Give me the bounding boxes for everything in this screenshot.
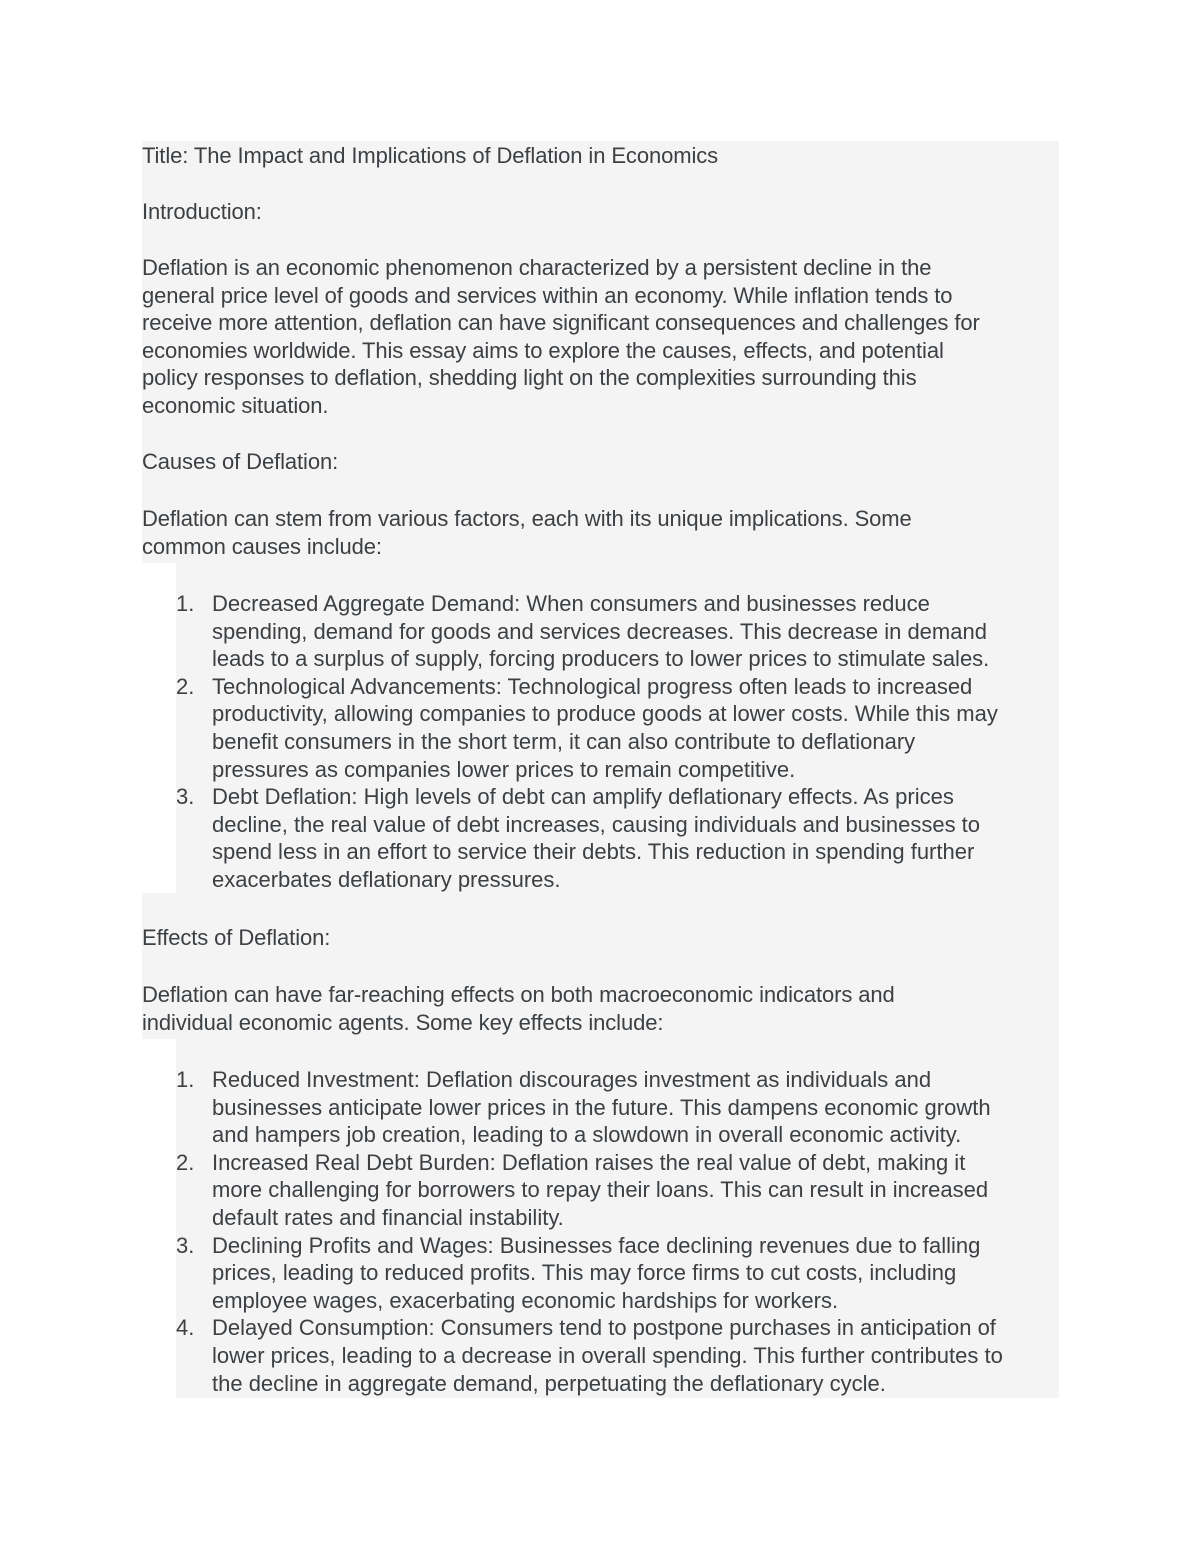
list-item-number: 3. [176,784,195,810]
causes-list [142,590,1062,894]
list-item-text: Declining Profits and Wages: Businesses face declining revenues due to falling prices, leading to reduced profits. This may force firms to cut costs, including employee wages, exacerbating economic hardships for workers. [212,1232,981,1313]
list-item-text: Debt Deflation: High levels of debt can amplify deflationary effects. As prices decline, the real value of debt increases, causing individuals and businesses to spend less in an effort to service their debts. This reduction in spending further exacerbates deflationary pressures. [212,784,981,892]
intro-paragraph-line: receive more attention, deflation can have significant consequences and challenges for [142,310,980,335]
intro-paragraph-line: economic situation. [142,393,329,418]
intro-paragraph-line: Deflation is an economic phenomenon characterized by a persistent decline in the [142,255,932,280]
list-item-text: Increased Real Debt Burden: Deflation raises the real value of debt, making it more challenging for borrowers to repay their loans. This can result in increased default rates and financial instability. [212,1149,989,1230]
list-item-number: 1. [176,591,195,616]
list-item-text: Reduced Investment: Deflation discourages investment as individuals and businesses anticipate lower prices in the future. This dampens economic growth and hampers job creation, leading to a slowdown in overall economic activity. [212,1067,991,1148]
list-item [142,1314,1062,1397]
list-item [142,1232,1062,1315]
causes-intro-line: Deflation can stem from various factors, each with its unique implications. Some [142,506,912,531]
list-item [142,1066,1062,1149]
document-title: Title: The Impact and Implications of Deflation in Economics [142,143,719,168]
list-item [142,673,1062,783]
list-item-text: Delayed Consumption: Consumers tend to postpone purchases in anticipation of lower prices, leading to a decrease in overall spending. This further contributes to the decline in aggregate demand, perpetuating the deflationary cycle. [212,1315,1003,1396]
list-item-text: Decreased Aggregate Demand: When consumers and businesses reduce spending, demand for goods and services decreases. This decrease in demand leads to a surplus of supply, forcing producers to lower prices to stimulate sales. [212,591,990,672]
intro-heading: Introduction: [142,199,262,224]
list-item-number: 2. [176,1149,195,1175]
intro-paragraph-line: policy responses to deflation, shedding light on the complexities surrounding this [142,365,917,390]
list-item [142,590,1062,673]
effects-list [142,1066,1062,1397]
list-item [142,1149,1062,1232]
effects-heading: Effects of Deflation: [142,925,331,950]
causes-intro-line: common causes include: [142,534,382,559]
list-item-number: 1. [176,1067,195,1092]
effects-intro-line: individual economic agents. Some key effects include: [142,1010,664,1035]
list-item [142,783,1062,893]
list-item-number: 4. [176,1315,195,1341]
effects-intro-line: Deflation can have far-reaching effects on both macroeconomic indicators and [142,982,895,1007]
intro-paragraph-line: general price level of goods and services within an economy. While inflation tends to [142,283,953,308]
list-item-number: 2. [176,673,195,699]
causes-heading: Causes of Deflation: [142,449,339,474]
intro-paragraph-line: economies worldwide. This essay aims to explore the causes, effects, and potential [142,338,944,363]
list-item-number: 3. [176,1232,195,1258]
list-item-text: Technological Advancements: Technological progress often leads to increased productivity, allowing companies to produce goods at lower costs. While this may benefit consumers in the short term, it can also contribute to deflationary pressures as companies lower prices to remain competitive. [212,673,998,782]
